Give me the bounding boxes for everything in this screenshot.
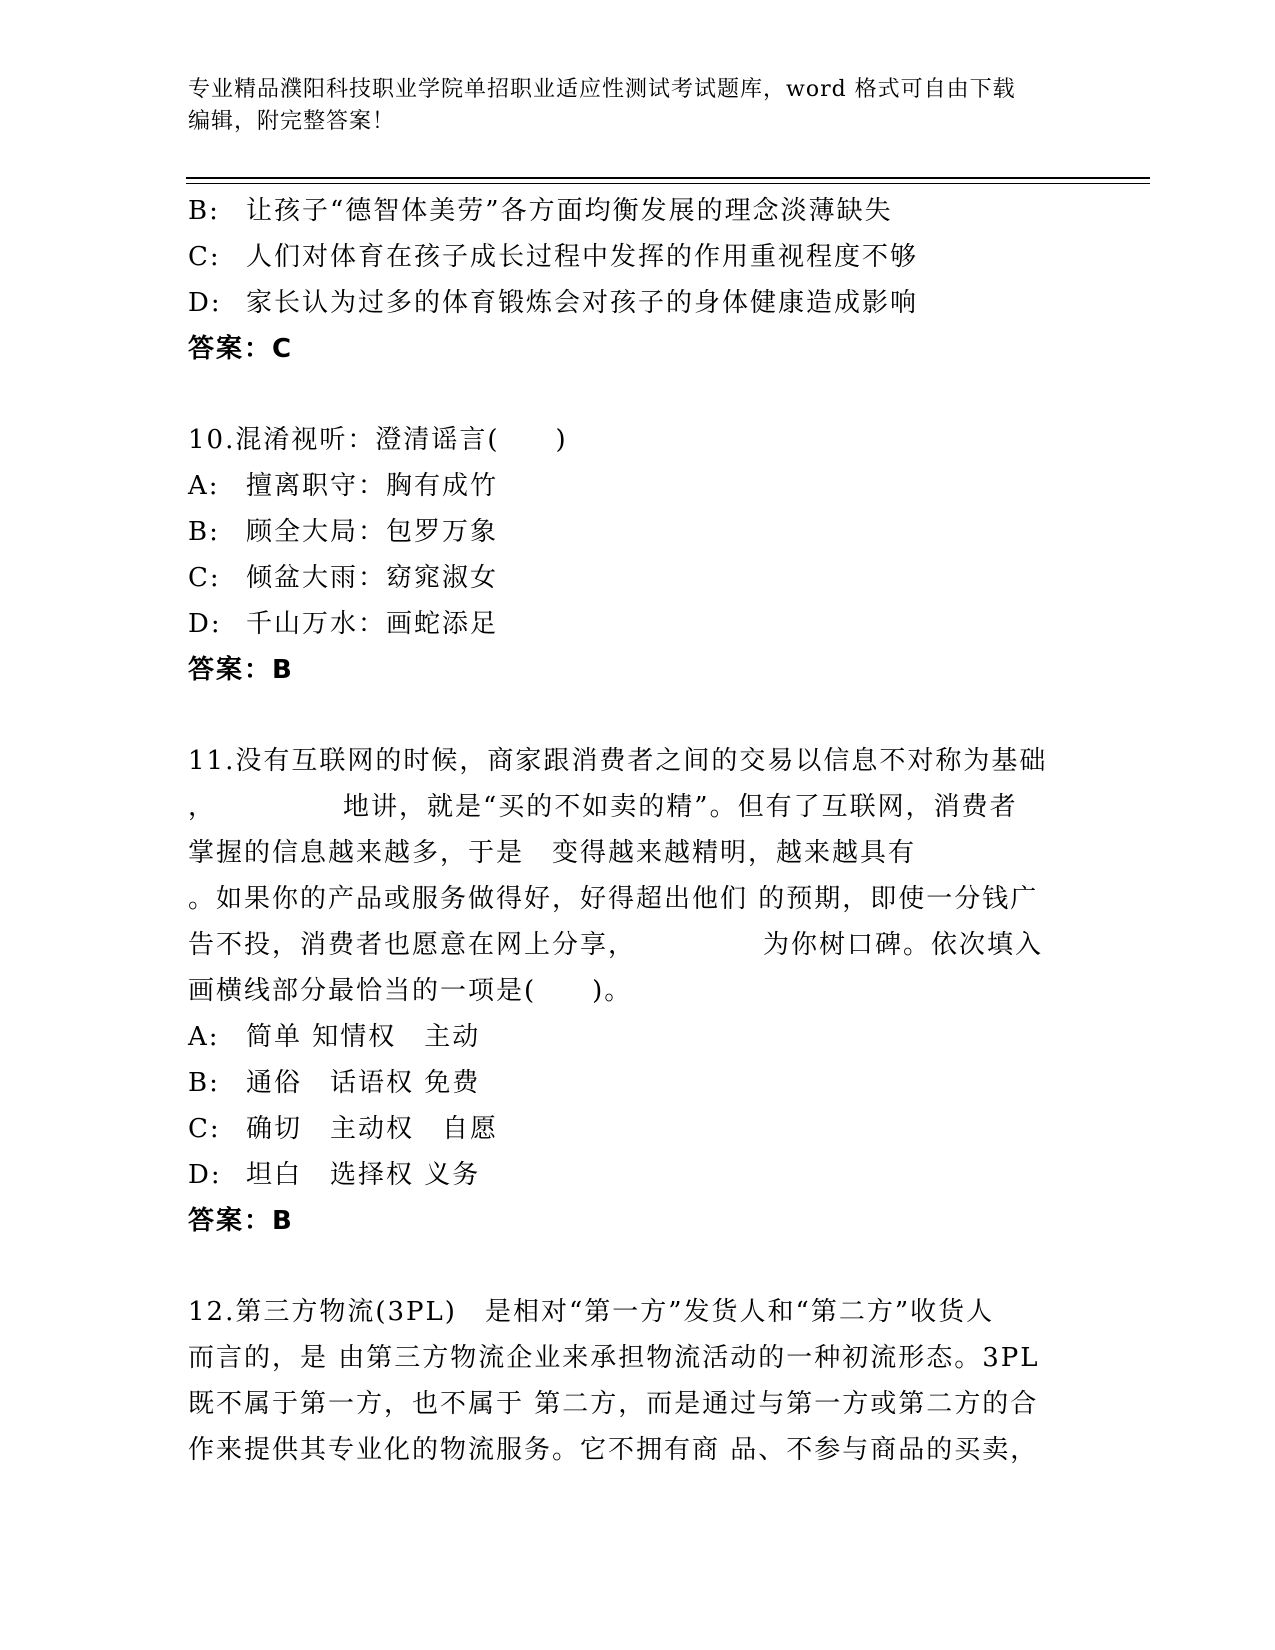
question-stem-line: 11.没有互联网的时候，商家跟消费者之间的交易以信息不对称为基础 (188, 746, 1048, 776)
question-stem: 10.混淆视听：澄清谣言( ) (188, 425, 568, 455)
option-text: 顾全大局：包罗万象 (246, 517, 499, 547)
option-letter: D: (188, 1160, 222, 1190)
question-9 (188, 188, 1108, 372)
option-text: 坦白 选择权 义务 (246, 1160, 481, 1190)
answer-line: 答案：B (188, 655, 294, 685)
option-text: 让孩子“德智体美劳”各方面均衡发展的理念淡薄缺失 (246, 196, 893, 226)
question-stem-line: 。如果你的产品或服务做得好，好得超出他们 的预期，即使一分钱广 (188, 884, 1039, 914)
option-b (188, 1060, 1108, 1106)
option-c (188, 555, 1108, 601)
question-10 (188, 417, 1108, 693)
question-stem-line: 作来提供其专业化的物流服务。它不拥有商 品、不参与商品的买卖， (188, 1435, 1039, 1465)
spacer (188, 693, 1108, 738)
question-stem-line: 告不投，消费者也愿意在网上分享， 为你树口碑。依次填入 (188, 930, 1044, 960)
option-letter: C: (188, 1114, 221, 1144)
option-letter: B: (188, 196, 220, 226)
option-text: 家长认为过多的体育锻炼会对孩子的身体健康造成影响 (246, 288, 919, 318)
option-text: 倾盆大雨：窈窕淑女 (246, 563, 499, 593)
option-d (188, 1152, 1108, 1198)
spacer (188, 1244, 1108, 1289)
page-header (188, 74, 1068, 138)
option-text: 确切 主动权 自愿 (246, 1114, 499, 1144)
header-divider-thick (186, 177, 1150, 179)
question-11 (188, 738, 1108, 1244)
question-stem-line: 12.第三方物流(3PL) 是相对“第一方”发货人和“第二方”收货人 (188, 1297, 995, 1327)
answer-line: 答案：B (188, 1206, 294, 1236)
option-a (188, 463, 1108, 509)
header-divider-thin (186, 183, 1150, 184)
option-letter: C: (188, 563, 221, 593)
option-letter: B: (188, 1068, 220, 1098)
answer-line: 答案：C (188, 334, 294, 364)
option-letter: B: (188, 517, 220, 547)
question-stem-line: 既不属于第一方，也不属于 第二方，而是通过与第一方或第二方的合 (188, 1389, 1039, 1419)
question-12 (188, 1289, 1108, 1473)
option-text: 简单 知情权 主动 (246, 1022, 481, 1052)
option-letter: D: (188, 288, 222, 318)
option-text: 人们对体育在孩子成长过程中发挥的作用重视程度不够 (246, 242, 919, 272)
option-c (188, 1106, 1108, 1152)
question-stem-line: 掌握的信息越来越多，于是 变得越来越精明，越来越具有 (188, 838, 917, 868)
option-text: 千山万水：画蛇添足 (246, 609, 499, 639)
option-c (188, 234, 1108, 280)
option-b (188, 188, 1108, 234)
question-stem-line: 画横线部分最恰当的一项是( )。 (188, 976, 633, 1006)
option-letter: A: (188, 471, 220, 501)
option-b (188, 509, 1108, 555)
option-text: 通俗 话语权 免费 (246, 1068, 481, 1098)
header-line-1: 专业精品濮阳科技职业学院单招职业适应性测试考试题库，word 格式可自由下载 (188, 77, 1016, 102)
option-letter: D: (188, 609, 222, 639)
question-content (188, 188, 1108, 1473)
option-letter: C: (188, 242, 221, 272)
header-line-2: 编辑，附完整答案！ (188, 109, 396, 134)
spacer (188, 372, 1108, 417)
option-text: 擅离职守：胸有成竹 (246, 471, 499, 501)
question-stem-line: ， 地讲，就是“买的不如卖的精”。但有了互联网，消费者 (188, 792, 1018, 822)
option-a (188, 1014, 1108, 1060)
option-letter: A: (188, 1022, 220, 1052)
question-stem-line: 而言的，是 由第三方物流企业来承担物流活动的一种初流形态。3PL (188, 1343, 1040, 1373)
option-d (188, 601, 1108, 647)
option-d (188, 280, 1108, 326)
